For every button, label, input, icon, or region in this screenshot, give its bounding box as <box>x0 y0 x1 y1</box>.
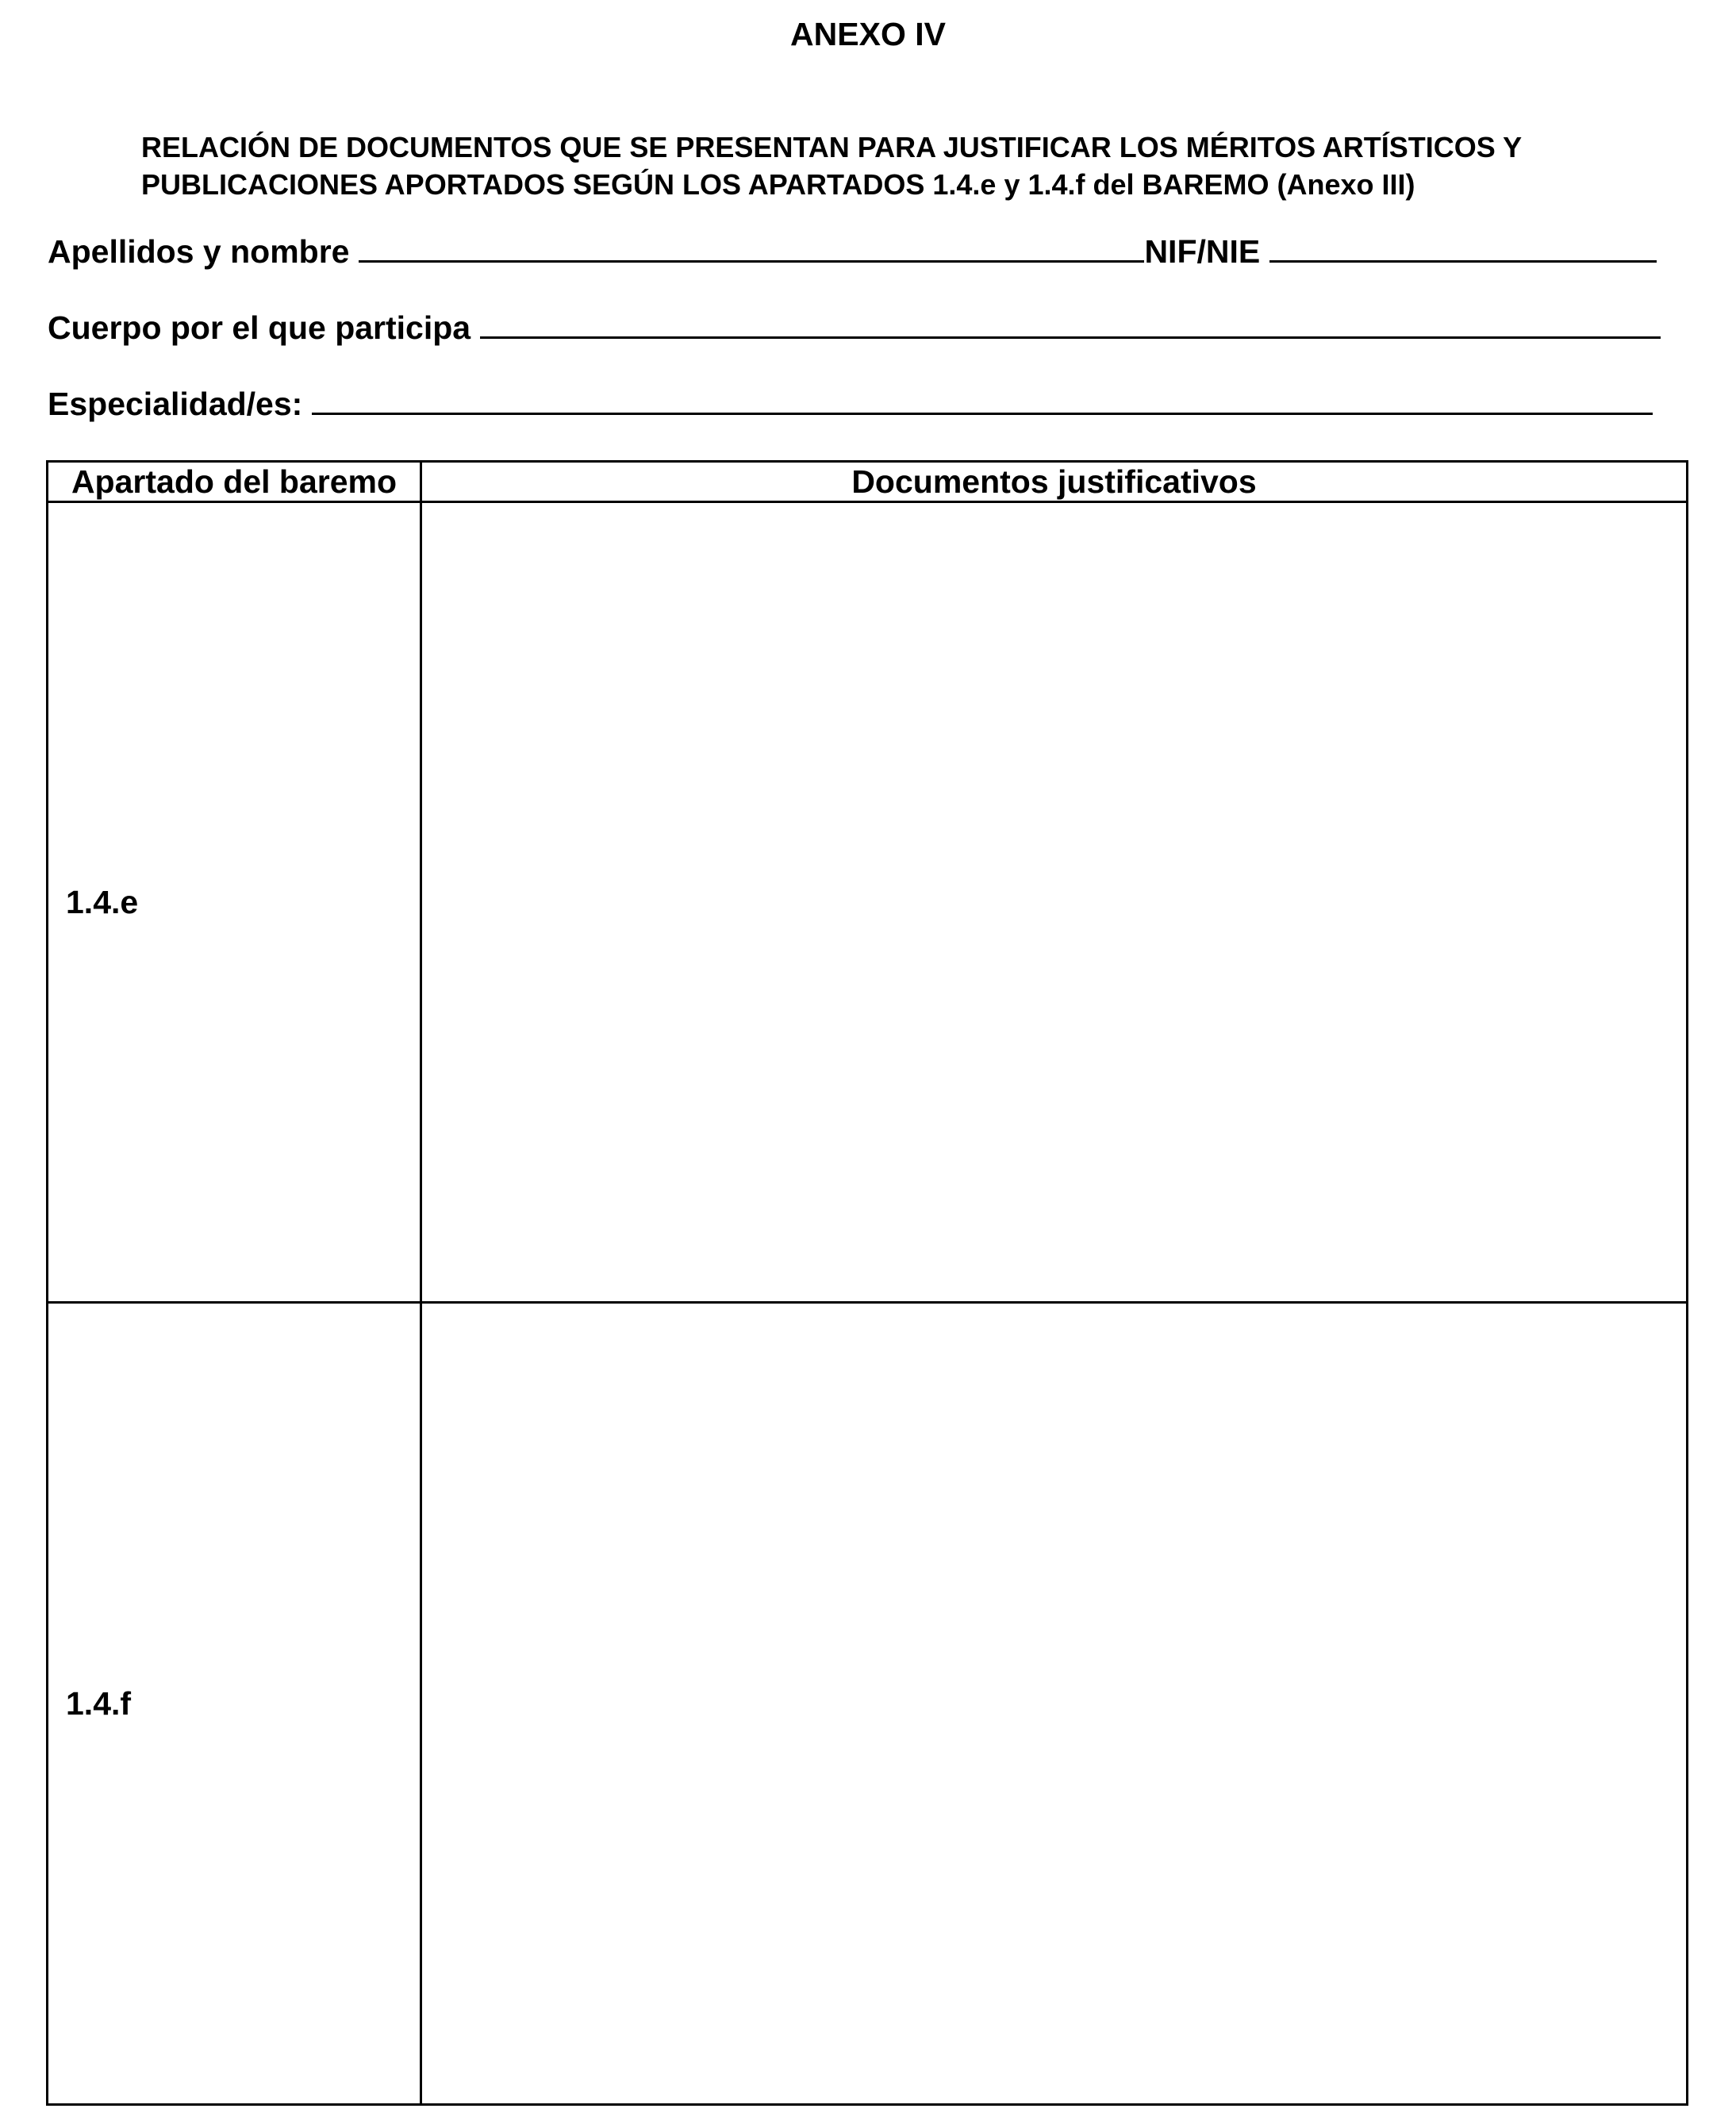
header-documentos: Documentos justificativos <box>421 462 1688 502</box>
documentos-cell[interactable] <box>421 502 1688 1303</box>
cuerpo-line <box>48 308 1661 348</box>
cuerpo-field[interactable] <box>480 308 1661 339</box>
document-title: ANEXO IV <box>790 16 946 52</box>
especialidad-field[interactable] <box>312 384 1653 415</box>
table-row <box>48 1303 1688 2105</box>
name-field[interactable] <box>359 232 1144 263</box>
especialidad-label: Especialidad/es: <box>48 386 303 422</box>
header-apartado: Apartado del baremo <box>48 462 421 502</box>
subtitle-line-1: RELACIÓN DE DOCUMENTOS QUE SE PRESENTAN PARA JUSTIFICAR LOS MÉRITOS ARTÍSTICOS Y <box>141 131 1523 163</box>
especialidad-line <box>48 384 1653 424</box>
documents-table <box>46 460 1688 2106</box>
nif-label: NIF/NIE <box>1144 233 1261 270</box>
table-header-row <box>48 462 1688 502</box>
table-row <box>48 502 1688 1303</box>
apartado-cell: 1.4.e <box>48 502 421 1303</box>
documentos-cell[interactable] <box>421 1303 1688 2105</box>
cuerpo-label: Cuerpo por el que participa <box>48 309 471 346</box>
document-subtitle <box>141 129 1522 203</box>
apartado-cell: 1.4.f <box>48 1303 421 2105</box>
name-nif-line <box>48 232 1657 271</box>
nif-field[interactable] <box>1269 232 1657 263</box>
subtitle-line-2: PUBLICACIONES APORTADOS SEGÚN LOS APARTADOS 1.4.e y 1.4.f del BAREMO (Anexo III) <box>141 168 1415 201</box>
name-label: Apellidos y nombre <box>48 233 350 270</box>
